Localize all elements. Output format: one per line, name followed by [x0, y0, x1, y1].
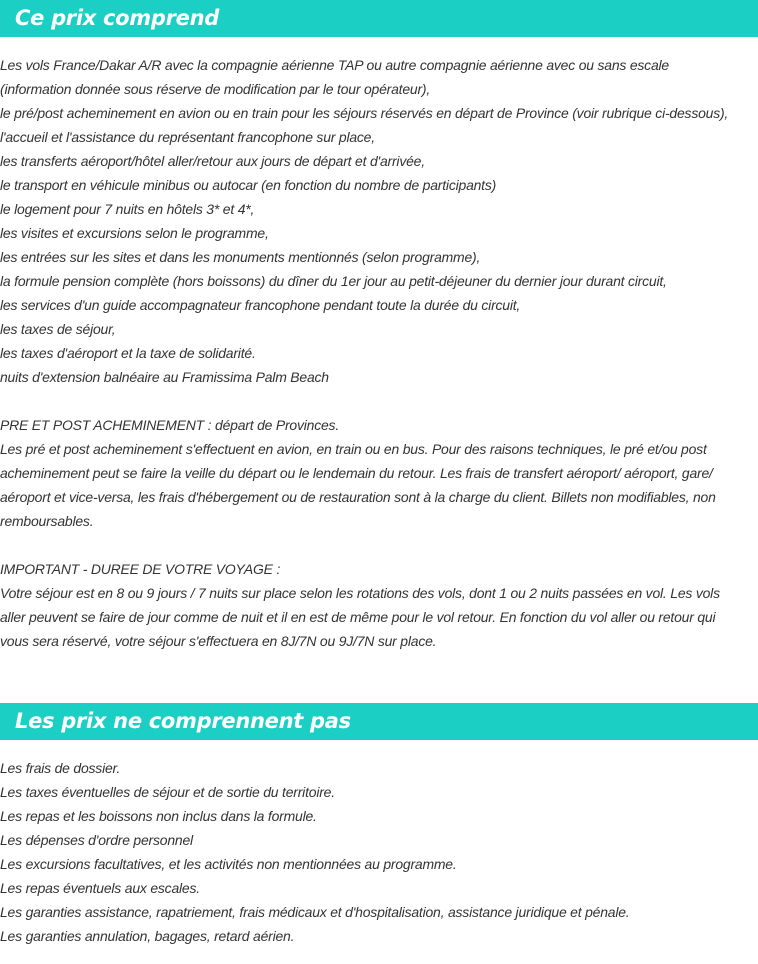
excluded-item: Les dépenses d'ordre personnel	[0, 832, 193, 848]
included-item: les taxes de séjour,	[0, 321, 116, 337]
paragraph-gap	[0, 533, 758, 557]
included-section-body	[0, 53, 758, 653]
included-item: le transport en véhicule minibus ou autocar (en fonction du nombre de participants)	[0, 177, 497, 193]
included-item: l'accueil et l'assistance du représentant francophone sur place,	[0, 129, 375, 145]
excluded-item: Les repas et les boissons non inclus dans la formule.	[0, 808, 317, 824]
transfer-text-line: Les pré et post acheminement s'effectuent en avion, en train ou en bus. Pour des raisons techniques, le pré et/ou post	[0, 441, 707, 457]
excluded-item: Les garanties assistance, rapatriement, frais médicaux et d'hospitalisation, assistance juridique et pénale.	[0, 904, 630, 920]
duration-text-line: aller peuvent se faire de jour comme de nuit et il en est de même pour le vol retour. En fonction du vol aller ou retour qui	[0, 609, 716, 625]
included-item: le logement pour 7 nuits en hôtels 3* et 4*,	[0, 201, 255, 217]
included-item: les transferts aéroport/hôtel aller/retour aux jours de départ et d'arrivée,	[0, 153, 425, 169]
duration-heading: IMPORTANT - DUREE DE VOTRE VOYAGE :	[0, 561, 281, 577]
transfer-text-line: acheminement peut se faire la veille du départ ou le lendemain du retour. Les frais de transfert aéroport/ aéroport, gare/	[0, 465, 713, 481]
duration-text-line: Votre séjour est en 8 ou 9 jours / 7 nuits sur place selon les rotations des vols, dont 1 ou 2 nuits passées en vol. Les vols	[0, 585, 720, 601]
included-item: les entrées sur les sites et dans les monuments mentionnés (selon programme),	[0, 249, 481, 265]
duration-text-line: vous sera réservé, votre séjour s'effectuera en 8J/7N ou 9J/7N sur place.	[0, 633, 437, 649]
excluded-item: Les taxes éventuelles de séjour et de sortie du territoire.	[0, 784, 335, 800]
included-item: les taxes d'aéroport et la taxe de solidarité.	[0, 345, 256, 361]
transfer-heading: PRE ET POST ACHEMINEMENT : départ de Provinces.	[0, 417, 340, 433]
excluded-item: Les garanties annulation, bagages, retard aérien.	[0, 928, 295, 944]
excluded-section-title: Les prix ne comprennent pas	[15, 709, 351, 733]
included-item: les services d'un guide accompagnateur francophone pendant toute la durée du circuit,	[0, 297, 521, 313]
included-item: la formule pension complète (hors boissons) du dîner du 1er jour au petit-déjeuner du dernier jour durant circuit,	[0, 273, 667, 289]
included-item: Les vols France/Dakar A/R avec la compagnie aérienne TAP ou autre compagnie aérienne avec ou sans escale	[0, 57, 669, 73]
included-section-header	[0, 0, 758, 37]
paragraph-gap	[0, 389, 758, 413]
transfer-text-line: aéroport et vice-versa, les frais d'hébergement ou de restauration sont à la charge du client. Billets non modifiables, non	[0, 489, 716, 505]
included-item: le pré/post acheminement en avion ou en train pour les séjours réservés en départ de Province (voir rubrique ci-dessous),	[0, 105, 729, 121]
transfer-text-line: remboursables.	[0, 513, 94, 529]
excluded-item: Les frais de dossier.	[0, 760, 121, 776]
excluded-section-header	[0, 703, 758, 740]
included-item: les visites et excursions selon le programme,	[0, 225, 269, 241]
included-item: nuits d'extension balnéaire au Framissima Palm Beach	[0, 369, 329, 385]
excluded-item: Les excursions facultatives, et les activités non mentionnées au programme.	[0, 856, 457, 872]
included-section-title: Ce prix comprend	[15, 6, 219, 30]
excluded-section-body	[0, 756, 758, 948]
excluded-item: Les repas éventuels aux escales.	[0, 880, 200, 896]
included-item: (information donnée sous réserve de modification par le tour opérateur),	[0, 81, 431, 97]
